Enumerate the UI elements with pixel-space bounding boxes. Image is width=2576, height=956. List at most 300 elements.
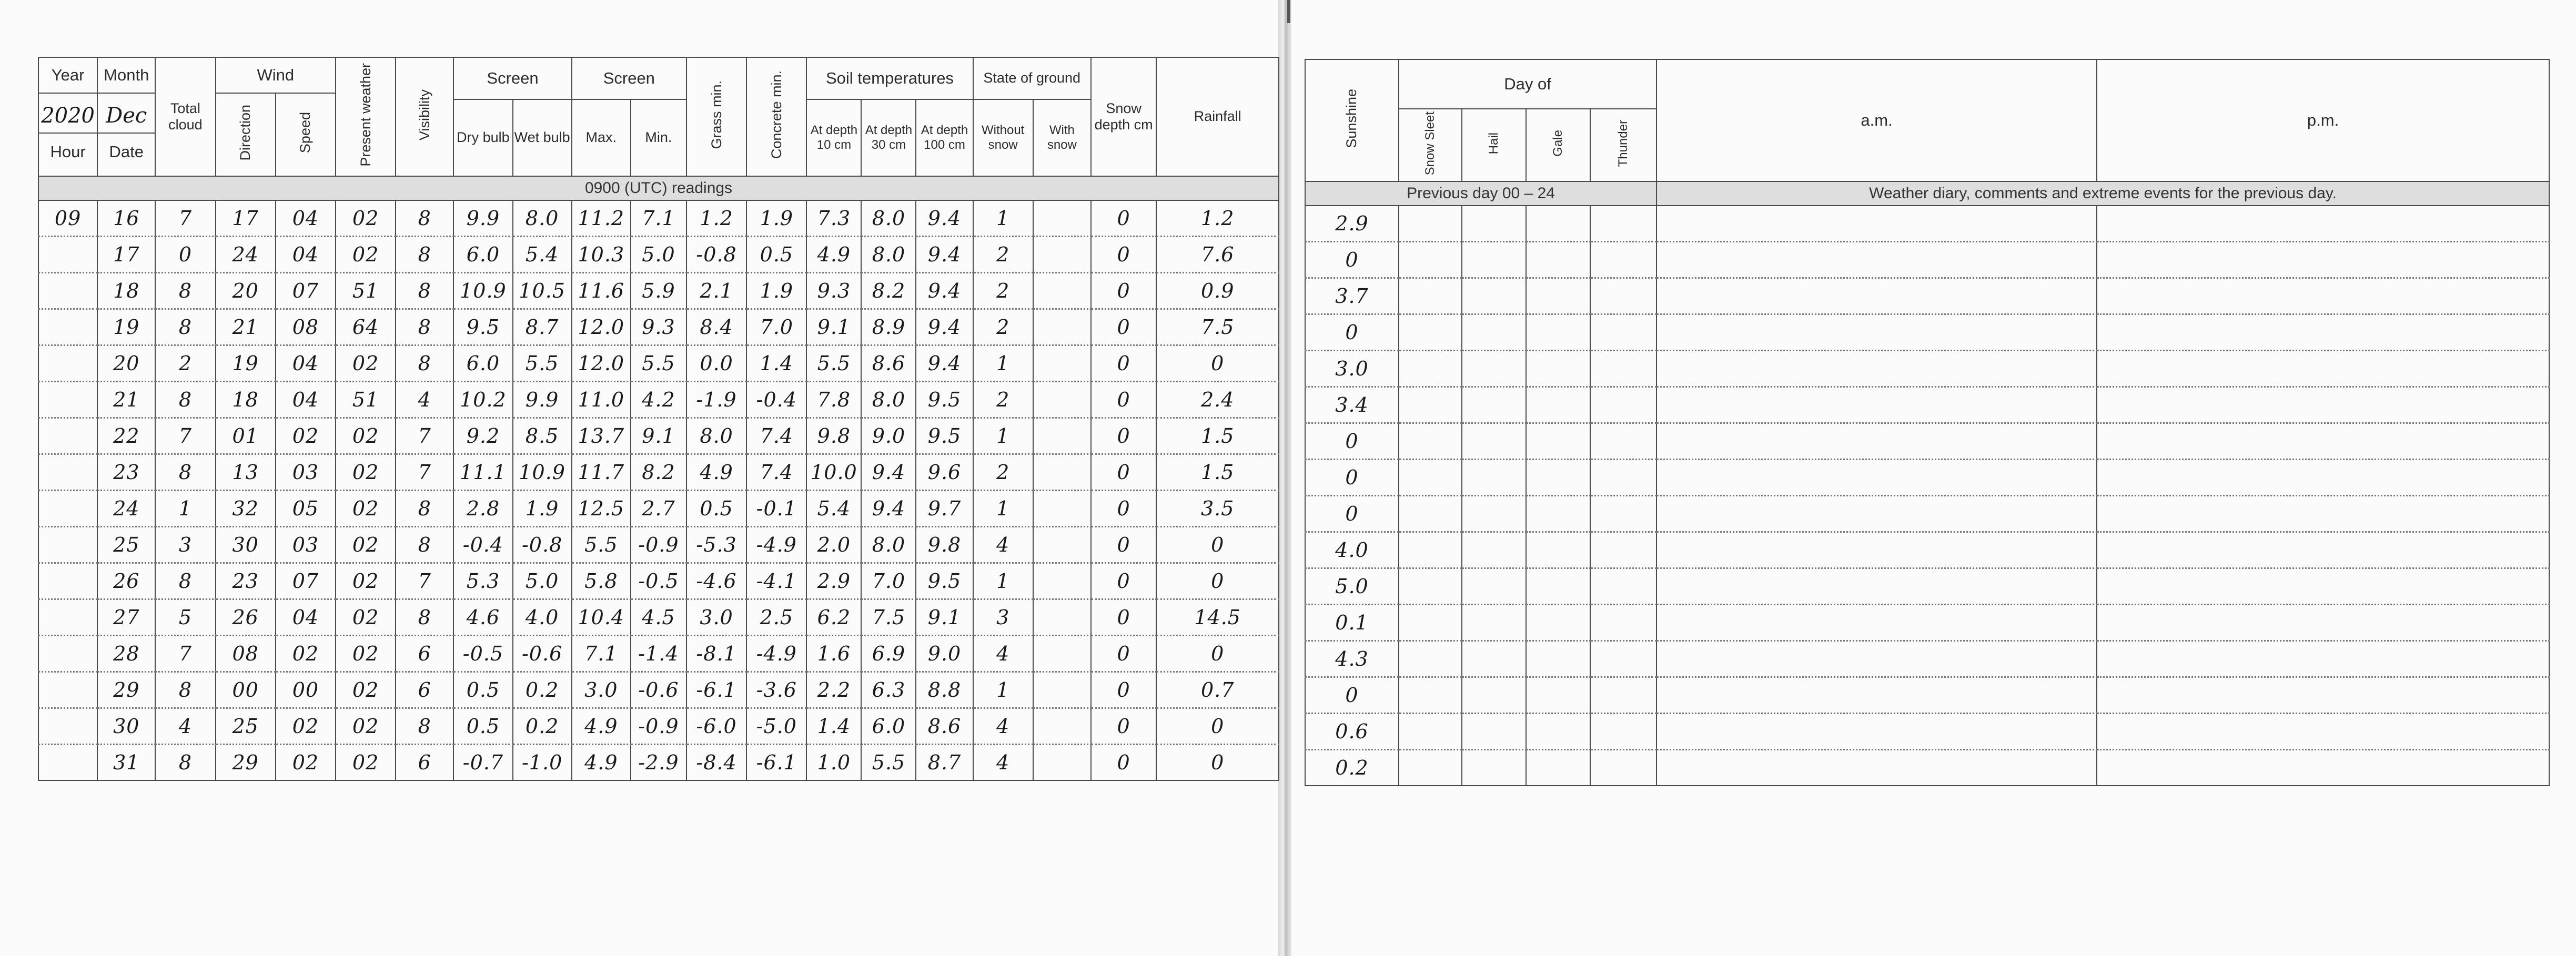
wet-bulb-cell: 5.4 xyxy=(513,237,572,273)
soil-30cm-cell: 8.6 xyxy=(861,345,916,382)
wind-speed-cell: 00 xyxy=(276,672,336,708)
dry-bulb-cell: 2.8 xyxy=(453,491,512,527)
max-temp-cell: 4.9 xyxy=(572,745,631,781)
total-cloud-cell: 8 xyxy=(155,382,215,418)
pm-diary-cell xyxy=(2097,496,2549,532)
rainfall-cell: 0.9 xyxy=(1156,273,1279,309)
min-temp-cell: 9.3 xyxy=(631,309,686,345)
soil-100cm-cell: 9.4 xyxy=(916,345,973,382)
soil-100cm-cell: 8.8 xyxy=(916,672,973,708)
spine-mark xyxy=(1287,0,1290,23)
pm-diary-cell xyxy=(2097,351,2549,387)
am-diary-cell xyxy=(1656,714,2097,750)
hail-cell xyxy=(1462,387,1526,423)
dry-bulb-cell: 0.5 xyxy=(453,672,512,708)
snow-depth-cell: 0 xyxy=(1091,599,1156,636)
gale-cell xyxy=(1526,605,1590,641)
am-diary-cell xyxy=(1656,206,2097,242)
ground-with-snow-cell xyxy=(1033,563,1091,599)
rainfall-cell: 1.2 xyxy=(1156,200,1279,237)
thunder-cell xyxy=(1590,242,1656,278)
table-row xyxy=(1305,423,2549,460)
hail-cell xyxy=(1462,351,1526,387)
visibility-cell: 7 xyxy=(396,563,453,599)
snow-sleet-cell xyxy=(1399,423,1462,460)
min-temp-cell: -2.9 xyxy=(631,745,686,781)
snow-sleet-cell xyxy=(1399,641,1462,677)
snow-depth-cell: 0 xyxy=(1091,309,1156,345)
present-weather-cell: 02 xyxy=(336,708,396,745)
snow-depth-cell: 0 xyxy=(1091,237,1156,273)
visibility-header: Visibility xyxy=(396,57,453,176)
snow-sleet-cell xyxy=(1399,496,1462,532)
thunder-cell xyxy=(1590,314,1656,351)
date-cell: 21 xyxy=(97,382,155,418)
max-temp-cell: 3.0 xyxy=(572,672,631,708)
soil-100cm-cell: 9.0 xyxy=(916,636,973,672)
readings-band: 0900 (UTC) readings xyxy=(38,176,1279,200)
present-weather-cell: 02 xyxy=(336,418,396,454)
grass-min-cell: -8.4 xyxy=(686,745,746,781)
concrete-min-cell: 7.0 xyxy=(746,309,806,345)
ground-with-snow-cell xyxy=(1033,527,1091,563)
wind-speed-cell: 04 xyxy=(276,200,336,237)
ground-without-snow-cell: 2 xyxy=(973,382,1033,418)
present-weather-cell: 02 xyxy=(336,599,396,636)
min-temp-cell: 5.5 xyxy=(631,345,686,382)
pm-diary-cell xyxy=(2097,387,2549,423)
hour-cell xyxy=(38,273,97,309)
table-row xyxy=(1305,314,2549,351)
visibility-cell: 6 xyxy=(396,636,453,672)
soil-10cm-cell: 5.4 xyxy=(806,491,861,527)
concrete-min-cell: 7.4 xyxy=(746,418,806,454)
ground-without-snow-cell: 2 xyxy=(973,454,1033,491)
wind-speed-cell: 02 xyxy=(276,636,336,672)
table-row xyxy=(1305,532,2549,568)
thunder-cell xyxy=(1590,532,1656,568)
thunder-cell xyxy=(1590,278,1656,314)
total-cloud-cell: 8 xyxy=(155,672,215,708)
thunder-cell xyxy=(1590,387,1656,423)
rainfall-header: Rainfall xyxy=(1156,57,1279,176)
am-header: a.m. xyxy=(1656,59,2097,181)
sunshine-cell: 0 xyxy=(1305,314,1399,351)
total-cloud-cell: 3 xyxy=(155,527,215,563)
hour-cell xyxy=(38,672,97,708)
hour-cell xyxy=(38,345,97,382)
soil-30cm-cell: 7.0 xyxy=(861,563,916,599)
concrete-min-cell: 0.5 xyxy=(746,237,806,273)
concrete-min-cell: 1.4 xyxy=(746,345,806,382)
ground-with-snow-cell xyxy=(1033,708,1091,745)
sunshine-cell: 2.9 xyxy=(1305,206,1399,242)
hail-cell xyxy=(1462,714,1526,750)
wind-direction-cell: 32 xyxy=(216,491,276,527)
visibility-cell: 8 xyxy=(396,491,453,527)
snow-sleet-header: Snow Sleet xyxy=(1399,109,1462,181)
wind-direction-cell: 17 xyxy=(216,200,276,237)
soil-30cm-cell: 8.0 xyxy=(861,237,916,273)
snow-sleet-cell xyxy=(1399,351,1462,387)
soil-100cm-cell: 8.6 xyxy=(916,708,973,745)
am-diary-cell xyxy=(1656,423,2097,460)
dry-bulb-cell: 6.0 xyxy=(453,237,512,273)
sunshine-header: Sunshine xyxy=(1305,59,1399,181)
soil-100cm-cell: 9.7 xyxy=(916,491,973,527)
sunshine-cell: 3.4 xyxy=(1305,387,1399,423)
min-temp-cell: -0.6 xyxy=(631,672,686,708)
screen-header-2: Screen xyxy=(572,57,686,99)
sunshine-cell: 0 xyxy=(1305,242,1399,278)
gale-header: Gale xyxy=(1526,109,1590,181)
rainfall-cell: 2.4 xyxy=(1156,382,1279,418)
visibility-cell: 8 xyxy=(396,273,453,309)
date-cell: 22 xyxy=(97,418,155,454)
table-row xyxy=(38,527,1279,563)
month-value: Dec xyxy=(98,99,155,134)
min-temp-cell: 4.5 xyxy=(631,599,686,636)
screen-header-1: Screen xyxy=(453,57,571,99)
am-diary-cell xyxy=(1656,496,2097,532)
date-cell: 31 xyxy=(97,745,155,781)
soil-30cm-cell: 6.3 xyxy=(861,672,916,708)
wind-direction-cell: 00 xyxy=(216,672,276,708)
soil-30cm-cell: 7.5 xyxy=(861,599,916,636)
soil-100cm-cell: 9.5 xyxy=(916,418,973,454)
pm-diary-cell xyxy=(2097,206,2549,242)
gale-cell xyxy=(1526,314,1590,351)
snow-depth-cell: 0 xyxy=(1091,491,1156,527)
wind-direction-cell: 26 xyxy=(216,599,276,636)
sunshine-cell: 0 xyxy=(1305,423,1399,460)
wind-speed-cell: 03 xyxy=(276,527,336,563)
snow-depth-cell: 0 xyxy=(1091,200,1156,237)
dry-bulb-cell: -0.7 xyxy=(453,745,512,781)
rainfall-cell: 7.6 xyxy=(1156,237,1279,273)
total-cloud-cell: 8 xyxy=(155,745,215,781)
wet-bulb-cell: -0.8 xyxy=(513,527,572,563)
total-cloud-header: Total cloud xyxy=(155,57,215,176)
present-weather-cell: 02 xyxy=(336,745,396,781)
with-snow-header: With snow xyxy=(1033,99,1091,176)
grass-min-cell: -6.1 xyxy=(686,672,746,708)
table-row xyxy=(1305,242,2549,278)
soil-10cm-cell: 9.8 xyxy=(806,418,861,454)
grass-min-header: Grass min. xyxy=(686,57,746,176)
present-weather-cell: 02 xyxy=(336,636,396,672)
gale-cell xyxy=(1526,677,1590,714)
rainfall-cell: 1.5 xyxy=(1156,454,1279,491)
am-diary-cell xyxy=(1656,278,2097,314)
grass-min-cell: 4.9 xyxy=(686,454,746,491)
am-diary-cell xyxy=(1656,242,2097,278)
gale-cell xyxy=(1526,460,1590,496)
snow-depth-cell: 0 xyxy=(1091,708,1156,745)
grass-min-cell: 0.0 xyxy=(686,345,746,382)
snow-sleet-cell xyxy=(1399,532,1462,568)
min-temp-cell: -0.9 xyxy=(631,708,686,745)
hour-cell xyxy=(38,382,97,418)
ground-with-snow-cell xyxy=(1033,345,1091,382)
present-weather-cell: 64 xyxy=(336,309,396,345)
concrete-min-cell: -0.1 xyxy=(746,491,806,527)
table-row xyxy=(1305,496,2549,532)
sunshine-cell: 4.0 xyxy=(1305,532,1399,568)
wind-direction-cell: 01 xyxy=(216,418,276,454)
min-temp-cell: -0.9 xyxy=(631,527,686,563)
grass-min-cell: -4.6 xyxy=(686,563,746,599)
concrete-min-cell: -5.0 xyxy=(746,708,806,745)
wind-direction-cell: 13 xyxy=(216,454,276,491)
rainfall-cell: 1.5 xyxy=(1156,418,1279,454)
soil-30cm-cell: 5.5 xyxy=(861,745,916,781)
date-header: Date xyxy=(109,143,144,161)
wind-speed-cell: 02 xyxy=(276,708,336,745)
thunder-cell xyxy=(1590,496,1656,532)
dry-bulb-cell: 10.2 xyxy=(453,382,512,418)
hail-cell xyxy=(1462,206,1526,242)
sunshine-cell: 0 xyxy=(1305,496,1399,532)
wind-direction-cell: 21 xyxy=(216,309,276,345)
concrete-min-cell: -4.9 xyxy=(746,636,806,672)
hour-cell xyxy=(38,309,97,345)
thunder-cell xyxy=(1590,714,1656,750)
wind-direction-cell: 20 xyxy=(216,273,276,309)
present-weather-cell: 51 xyxy=(336,273,396,309)
gale-cell xyxy=(1526,714,1590,750)
date-cell: 27 xyxy=(97,599,155,636)
gale-cell xyxy=(1526,206,1590,242)
snow-sleet-cell xyxy=(1399,605,1462,641)
snow-depth-cell: 0 xyxy=(1091,563,1156,599)
depth-30cm-header: At depth 30 cm xyxy=(861,99,916,176)
min-temp-cell: 7.1 xyxy=(631,200,686,237)
pm-diary-cell xyxy=(2097,750,2549,786)
total-cloud-cell: 0 xyxy=(155,237,215,273)
table-row xyxy=(38,672,1279,708)
soil-10cm-cell: 7.3 xyxy=(806,200,861,237)
readings-table xyxy=(38,57,1279,781)
soil-30cm-cell: 9.0 xyxy=(861,418,916,454)
soil-30cm-cell: 6.9 xyxy=(861,636,916,672)
wet-bulb-cell: 0.2 xyxy=(513,708,572,745)
table-row xyxy=(1305,605,2549,641)
date-cell: 19 xyxy=(97,309,155,345)
ground-with-snow-cell xyxy=(1033,745,1091,781)
rainfall-cell: 7.5 xyxy=(1156,309,1279,345)
snow-sleet-cell xyxy=(1399,460,1462,496)
ground-without-snow-cell: 2 xyxy=(973,237,1033,273)
visibility-cell: 8 xyxy=(396,200,453,237)
gale-cell xyxy=(1526,278,1590,314)
soil-30cm-cell: 8.2 xyxy=(861,273,916,309)
pm-diary-cell xyxy=(2097,605,2549,641)
present-weather-cell: 51 xyxy=(336,382,396,418)
total-cloud-cell: 7 xyxy=(155,200,215,237)
ground-without-snow-cell: 4 xyxy=(973,708,1033,745)
soil-30cm-cell: 8.0 xyxy=(861,382,916,418)
thunder-cell xyxy=(1590,605,1656,641)
table-row xyxy=(38,454,1279,491)
month-header: Month xyxy=(97,57,155,93)
wind-speed-cell: 04 xyxy=(276,599,336,636)
wind-direction-cell: 08 xyxy=(216,636,276,672)
snow-depth-cell: 0 xyxy=(1091,273,1156,309)
am-diary-cell xyxy=(1656,314,2097,351)
rainfall-cell: 0.7 xyxy=(1156,672,1279,708)
max-temp-cell: 11.7 xyxy=(572,454,631,491)
dry-bulb-cell: 5.3 xyxy=(453,563,512,599)
min-header: Min. xyxy=(631,99,686,176)
max-temp-cell: 4.9 xyxy=(572,708,631,745)
hail-cell xyxy=(1462,750,1526,786)
dry-bulb-cell: 4.6 xyxy=(453,599,512,636)
wind-speed-cell: 04 xyxy=(276,382,336,418)
table-row xyxy=(1305,714,2549,750)
soil-30cm-cell: 6.0 xyxy=(861,708,916,745)
total-cloud-cell: 8 xyxy=(155,273,215,309)
pm-diary-cell xyxy=(2097,242,2549,278)
hail-cell xyxy=(1462,496,1526,532)
snow-depth-cell: 0 xyxy=(1091,418,1156,454)
dry-bulb-cell: 6.0 xyxy=(453,345,512,382)
date-cell: 25 xyxy=(97,527,155,563)
table-row xyxy=(38,491,1279,527)
max-temp-cell: 12.0 xyxy=(572,345,631,382)
pm-diary-cell xyxy=(2097,314,2549,351)
wet-bulb-cell: 5.0 xyxy=(513,563,572,599)
max-temp-cell: 7.1 xyxy=(572,636,631,672)
max-temp-cell: 11.2 xyxy=(572,200,631,237)
table-row xyxy=(1305,387,2549,423)
diary-band: Weather diary, comments and extreme events for the previous day. xyxy=(1656,181,2549,206)
soil-100cm-cell: 9.4 xyxy=(916,237,973,273)
concrete-min-cell: 2.5 xyxy=(746,599,806,636)
max-temp-cell: 10.3 xyxy=(572,237,631,273)
ground-with-snow-cell xyxy=(1033,491,1091,527)
table-row xyxy=(1305,750,2549,786)
gale-cell xyxy=(1526,423,1590,460)
soil-30cm-cell: 9.4 xyxy=(861,491,916,527)
max-temp-cell: 11.6 xyxy=(572,273,631,309)
table-row xyxy=(38,200,1279,237)
min-temp-cell: 8.2 xyxy=(631,454,686,491)
date-cell: 29 xyxy=(97,672,155,708)
soil-10cm-cell: 9.3 xyxy=(806,273,861,309)
snow-depth-cell: 0 xyxy=(1091,454,1156,491)
min-temp-cell: 5.0 xyxy=(631,237,686,273)
snow-sleet-cell xyxy=(1399,242,1462,278)
max-header: Max. xyxy=(572,99,631,176)
soil-100cm-cell: 8.7 xyxy=(916,745,973,781)
wind-speed-cell: 03 xyxy=(276,454,336,491)
am-diary-cell xyxy=(1656,387,2097,423)
concrete-min-cell: 7.4 xyxy=(746,454,806,491)
ground-without-snow-cell: 4 xyxy=(973,745,1033,781)
visibility-cell: 8 xyxy=(396,599,453,636)
dry-bulb-cell: 0.5 xyxy=(453,708,512,745)
without-snow-header: Without snow xyxy=(973,99,1033,176)
visibility-cell: 7 xyxy=(396,454,453,491)
ground-with-snow-cell xyxy=(1033,672,1091,708)
rainfall-cell: 0 xyxy=(1156,345,1279,382)
thunder-cell xyxy=(1590,750,1656,786)
gale-cell xyxy=(1526,532,1590,568)
sunshine-cell: 5.0 xyxy=(1305,568,1399,605)
total-cloud-cell: 4 xyxy=(155,708,215,745)
thunder-cell xyxy=(1590,423,1656,460)
soil-100cm-cell: 9.4 xyxy=(916,200,973,237)
snow-sleet-cell xyxy=(1399,314,1462,351)
concrete-min-cell: 1.9 xyxy=(746,273,806,309)
soil-10cm-cell: 4.9 xyxy=(806,237,861,273)
depth-10cm-header: At depth 10 cm xyxy=(806,99,861,176)
date-cell: 23 xyxy=(97,454,155,491)
concrete-min-cell: 1.9 xyxy=(746,200,806,237)
wet-bulb-cell: 1.9 xyxy=(513,491,572,527)
sunshine-cell: 0 xyxy=(1305,677,1399,714)
wind-direction-cell: 23 xyxy=(216,563,276,599)
gale-cell xyxy=(1526,387,1590,423)
visibility-cell: 4 xyxy=(396,382,453,418)
wet-bulb-cell: 0.2 xyxy=(513,672,572,708)
date-cell: 17 xyxy=(97,237,155,273)
hail-cell xyxy=(1462,641,1526,677)
year-hour-cell xyxy=(38,93,97,176)
concrete-min-cell: -0.4 xyxy=(746,382,806,418)
table-row xyxy=(1305,677,2549,714)
max-temp-cell: 5.5 xyxy=(572,527,631,563)
am-diary-cell xyxy=(1656,677,2097,714)
hour-cell: 09 xyxy=(38,200,97,237)
am-diary-cell xyxy=(1656,351,2097,387)
hail-cell xyxy=(1462,605,1526,641)
wind-direction-cell: 19 xyxy=(216,345,276,382)
max-temp-cell: 11.0 xyxy=(572,382,631,418)
pm-diary-cell xyxy=(2097,641,2549,677)
visibility-cell: 7 xyxy=(396,418,453,454)
hail-cell xyxy=(1462,242,1526,278)
max-temp-cell: 5.8 xyxy=(572,563,631,599)
table-row xyxy=(38,237,1279,273)
wind-speed-cell: 07 xyxy=(276,273,336,309)
grass-min-cell: -1.9 xyxy=(686,382,746,418)
grass-min-cell: 8.0 xyxy=(686,418,746,454)
soil-100cm-cell: 9.4 xyxy=(916,273,973,309)
soil-10cm-cell: 1.4 xyxy=(806,708,861,745)
ground-without-snow-cell: 3 xyxy=(973,599,1033,636)
visibility-cell: 6 xyxy=(396,745,453,781)
am-diary-cell xyxy=(1656,460,2097,496)
snow-sleet-cell xyxy=(1399,278,1462,314)
wind-direction-cell: 25 xyxy=(216,708,276,745)
soil-10cm-cell: 1.6 xyxy=(806,636,861,672)
min-temp-cell: -1.4 xyxy=(631,636,686,672)
soil-10cm-cell: 2.0 xyxy=(806,527,861,563)
hail-cell xyxy=(1462,314,1526,351)
gale-cell xyxy=(1526,750,1590,786)
visibility-cell: 8 xyxy=(396,527,453,563)
total-cloud-cell: 7 xyxy=(155,636,215,672)
table-row xyxy=(1305,206,2549,242)
grass-min-cell: 2.1 xyxy=(686,273,746,309)
soil-100cm-cell: 9.5 xyxy=(916,563,973,599)
soil-10cm-cell: 1.0 xyxy=(806,745,861,781)
present-weather-cell: 02 xyxy=(336,527,396,563)
dry-bulb-cell: 9.2 xyxy=(453,418,512,454)
visibility-cell: 8 xyxy=(396,345,453,382)
